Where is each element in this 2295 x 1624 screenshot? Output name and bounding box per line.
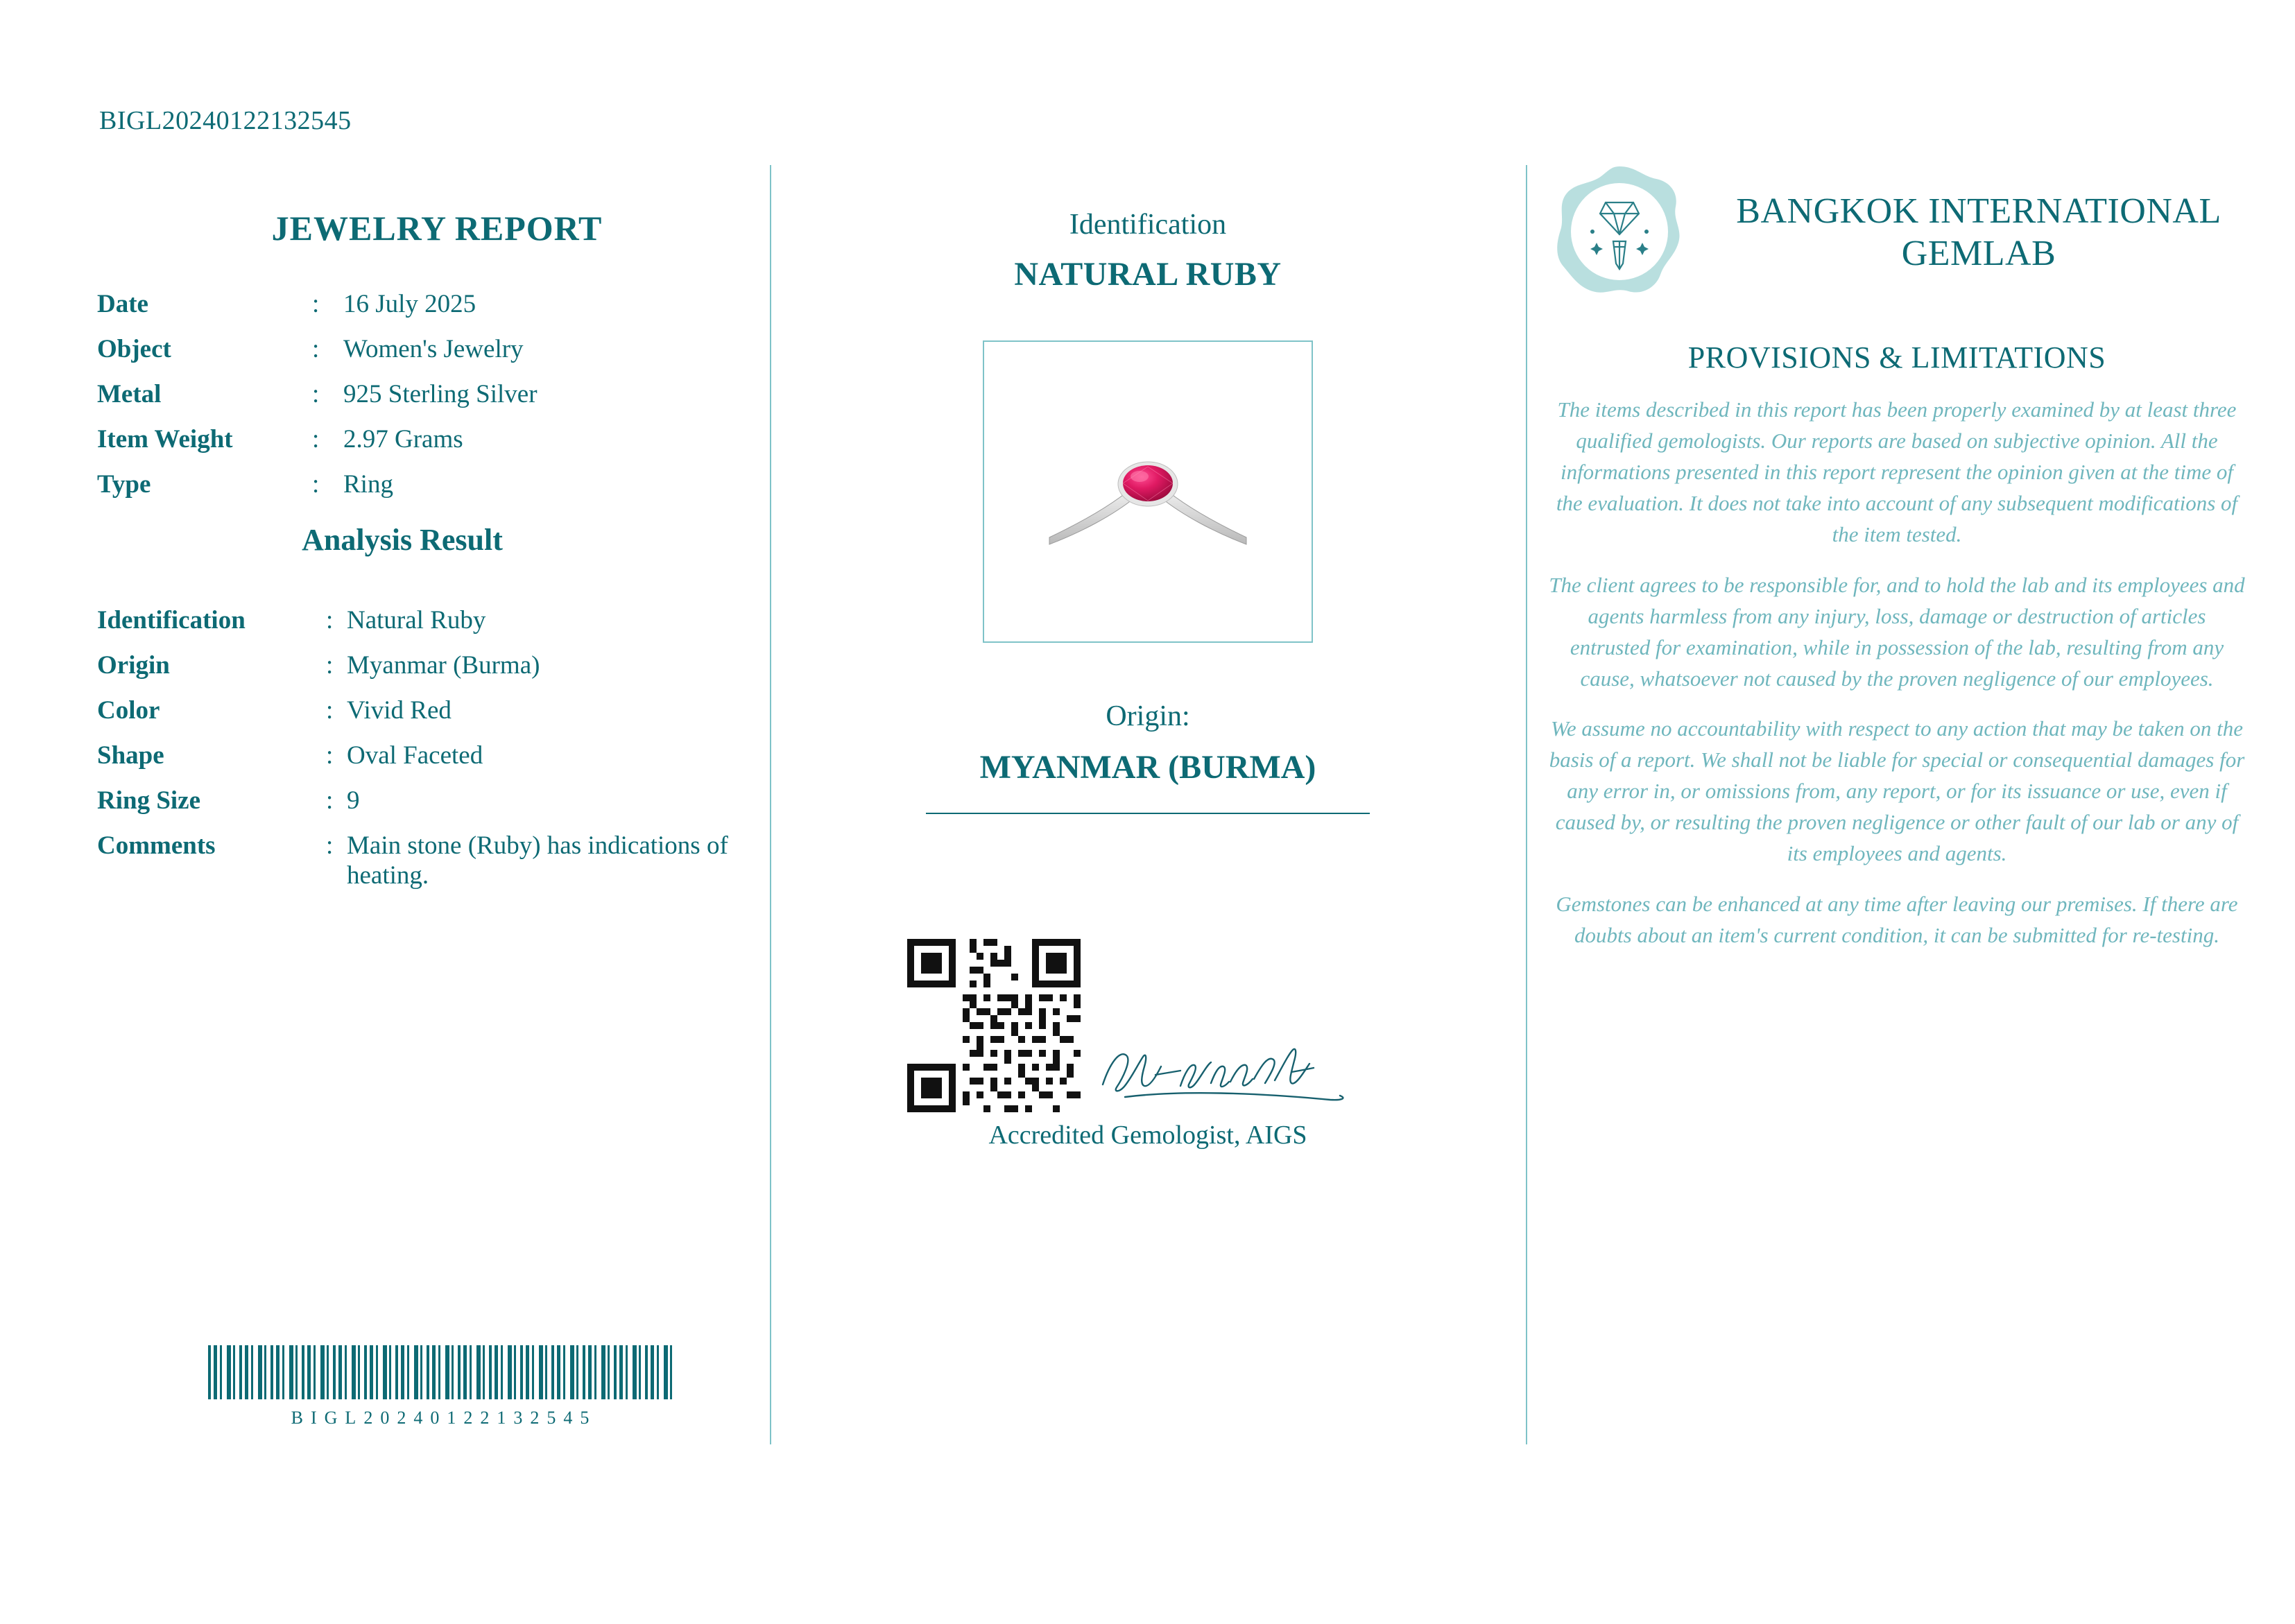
table-row (97, 462, 749, 507)
table-row (97, 598, 749, 643)
analysis-value: Vivid Red (347, 696, 452, 725)
provisions-title: PROVISIONS & LIMITATIONS (1687, 340, 2106, 374)
barcode-number: BIGL20240122132545 (291, 1408, 597, 1428)
spec-label: Date (97, 290, 148, 318)
table-row (97, 643, 749, 688)
provisions-paragraph: Gemstones can be enhanced at any time after leaving our premises. If there are doubts about an item's current condition, it can be submitted for re-testing. (1556, 892, 2238, 948)
analysis-colon: : (326, 831, 334, 860)
spec-colon: : (312, 380, 320, 408)
spec-value: Women's Jewelry (343, 335, 524, 363)
right-column (1547, 159, 2247, 951)
spec-value: 16 July 2025 (343, 290, 476, 318)
analysis-colon: : (326, 786, 334, 815)
origin-value: MYANMAR (BURMA) (979, 749, 1316, 786)
jewelry-report-title: JEWELRY REPORT (271, 209, 603, 248)
analysis-label: Comments (97, 831, 216, 860)
spec-value: 925 Sterling Silver (343, 380, 538, 408)
signature-caption: Accredited Gemologist, AIGS (988, 1121, 1307, 1150)
gemlab-logo-icon (1547, 159, 1692, 305)
brand-header (1547, 159, 2247, 305)
brand-title: BANGKOK INTERNATIONAL GEMLAB (1736, 191, 2221, 273)
table-row (97, 282, 749, 327)
origin-label: Origin: (1106, 700, 1190, 732)
analysis-colon: : (326, 696, 334, 725)
spec-colon: : (312, 470, 320, 499)
analysis-table (97, 598, 749, 898)
spec-colon: : (312, 335, 320, 363)
table-row (97, 327, 749, 372)
analysis-label: Color (97, 696, 160, 725)
analysis-label: Ring Size (97, 786, 201, 815)
analysis-result-title: Analysis Result (302, 523, 503, 557)
table-row (97, 733, 749, 778)
spec-label: Item Weight (97, 425, 233, 453)
analysis-label: Origin (97, 651, 170, 680)
report-number: BIGL20240122132545 (99, 106, 352, 135)
table-row (97, 823, 749, 898)
ring-photo (1044, 446, 1252, 550)
barcode-bars (208, 1345, 674, 1399)
identification-label: Identification (1069, 209, 1227, 241)
analysis-value: 9 (347, 786, 360, 815)
analysis-colon: : (326, 741, 334, 770)
qr-code[interactable] (907, 939, 1081, 1112)
left-column (97, 208, 749, 898)
analysis-value: Oval Faceted (347, 741, 483, 770)
signature (1083, 1036, 1389, 1112)
spec-value: 2.97 Grams (343, 425, 463, 453)
spec-value: Ring (343, 470, 393, 499)
spec-label: Metal (97, 380, 162, 408)
divider-right (1526, 165, 1527, 1444)
spec-colon: : (312, 425, 320, 453)
provisions-paragraph: The items described in this report has been properly examined by at least three qualified gemologists. Our reports are based on subjective opinion. All the informations presented in this report represent the opinion given at the time of the evaluation. It does not take into account of any subsequent modifications of the item tested. (1556, 397, 2238, 546)
middle-column (784, 208, 1512, 1150)
identification-value: NATURAL RUBY (1014, 256, 1282, 293)
table-row (97, 688, 749, 733)
divider-left (770, 165, 771, 1444)
spec-label: Object (97, 335, 171, 363)
table-row (97, 778, 749, 823)
analysis-value: Natural Ruby (347, 606, 486, 634)
divider-rule (926, 813, 1370, 814)
analysis-label: Shape (97, 741, 164, 770)
analysis-value: Myanmar (Burma) (347, 651, 540, 680)
analysis-label: Identification (97, 606, 246, 634)
specs-table (97, 282, 749, 507)
gem-photo-frame (983, 340, 1313, 643)
barcode (208, 1345, 680, 1428)
provisions-paragraph: We assume no accountability with respect to any action that may be taken on the basis of a report. We shall not be liable for special or consequential damages for any error in, or omissions from, any report, or for its issuance or use, even if caused by, or resulting the proven negligence or other fault of our lab or any of its employees and agents. (1549, 716, 2245, 866)
table-row (97, 372, 749, 417)
analysis-colon: : (326, 606, 334, 634)
provisions-paragraph: The client agrees to be responsible for, and to hold the lab and its employees and agents harmless from any injury, loss, damage or destruction of articles entrusted for examination, while in possession of the lab, resulting from any cause, whatsoever not caused by the proven negligence of our employees. (1549, 572, 2245, 691)
analysis-colon: : (326, 651, 334, 680)
analysis-value: Main stone (Ruby) has indications of heating. (347, 831, 728, 890)
spec-label: Type (97, 470, 151, 499)
table-row (97, 417, 749, 462)
spec-colon: : (312, 290, 320, 318)
